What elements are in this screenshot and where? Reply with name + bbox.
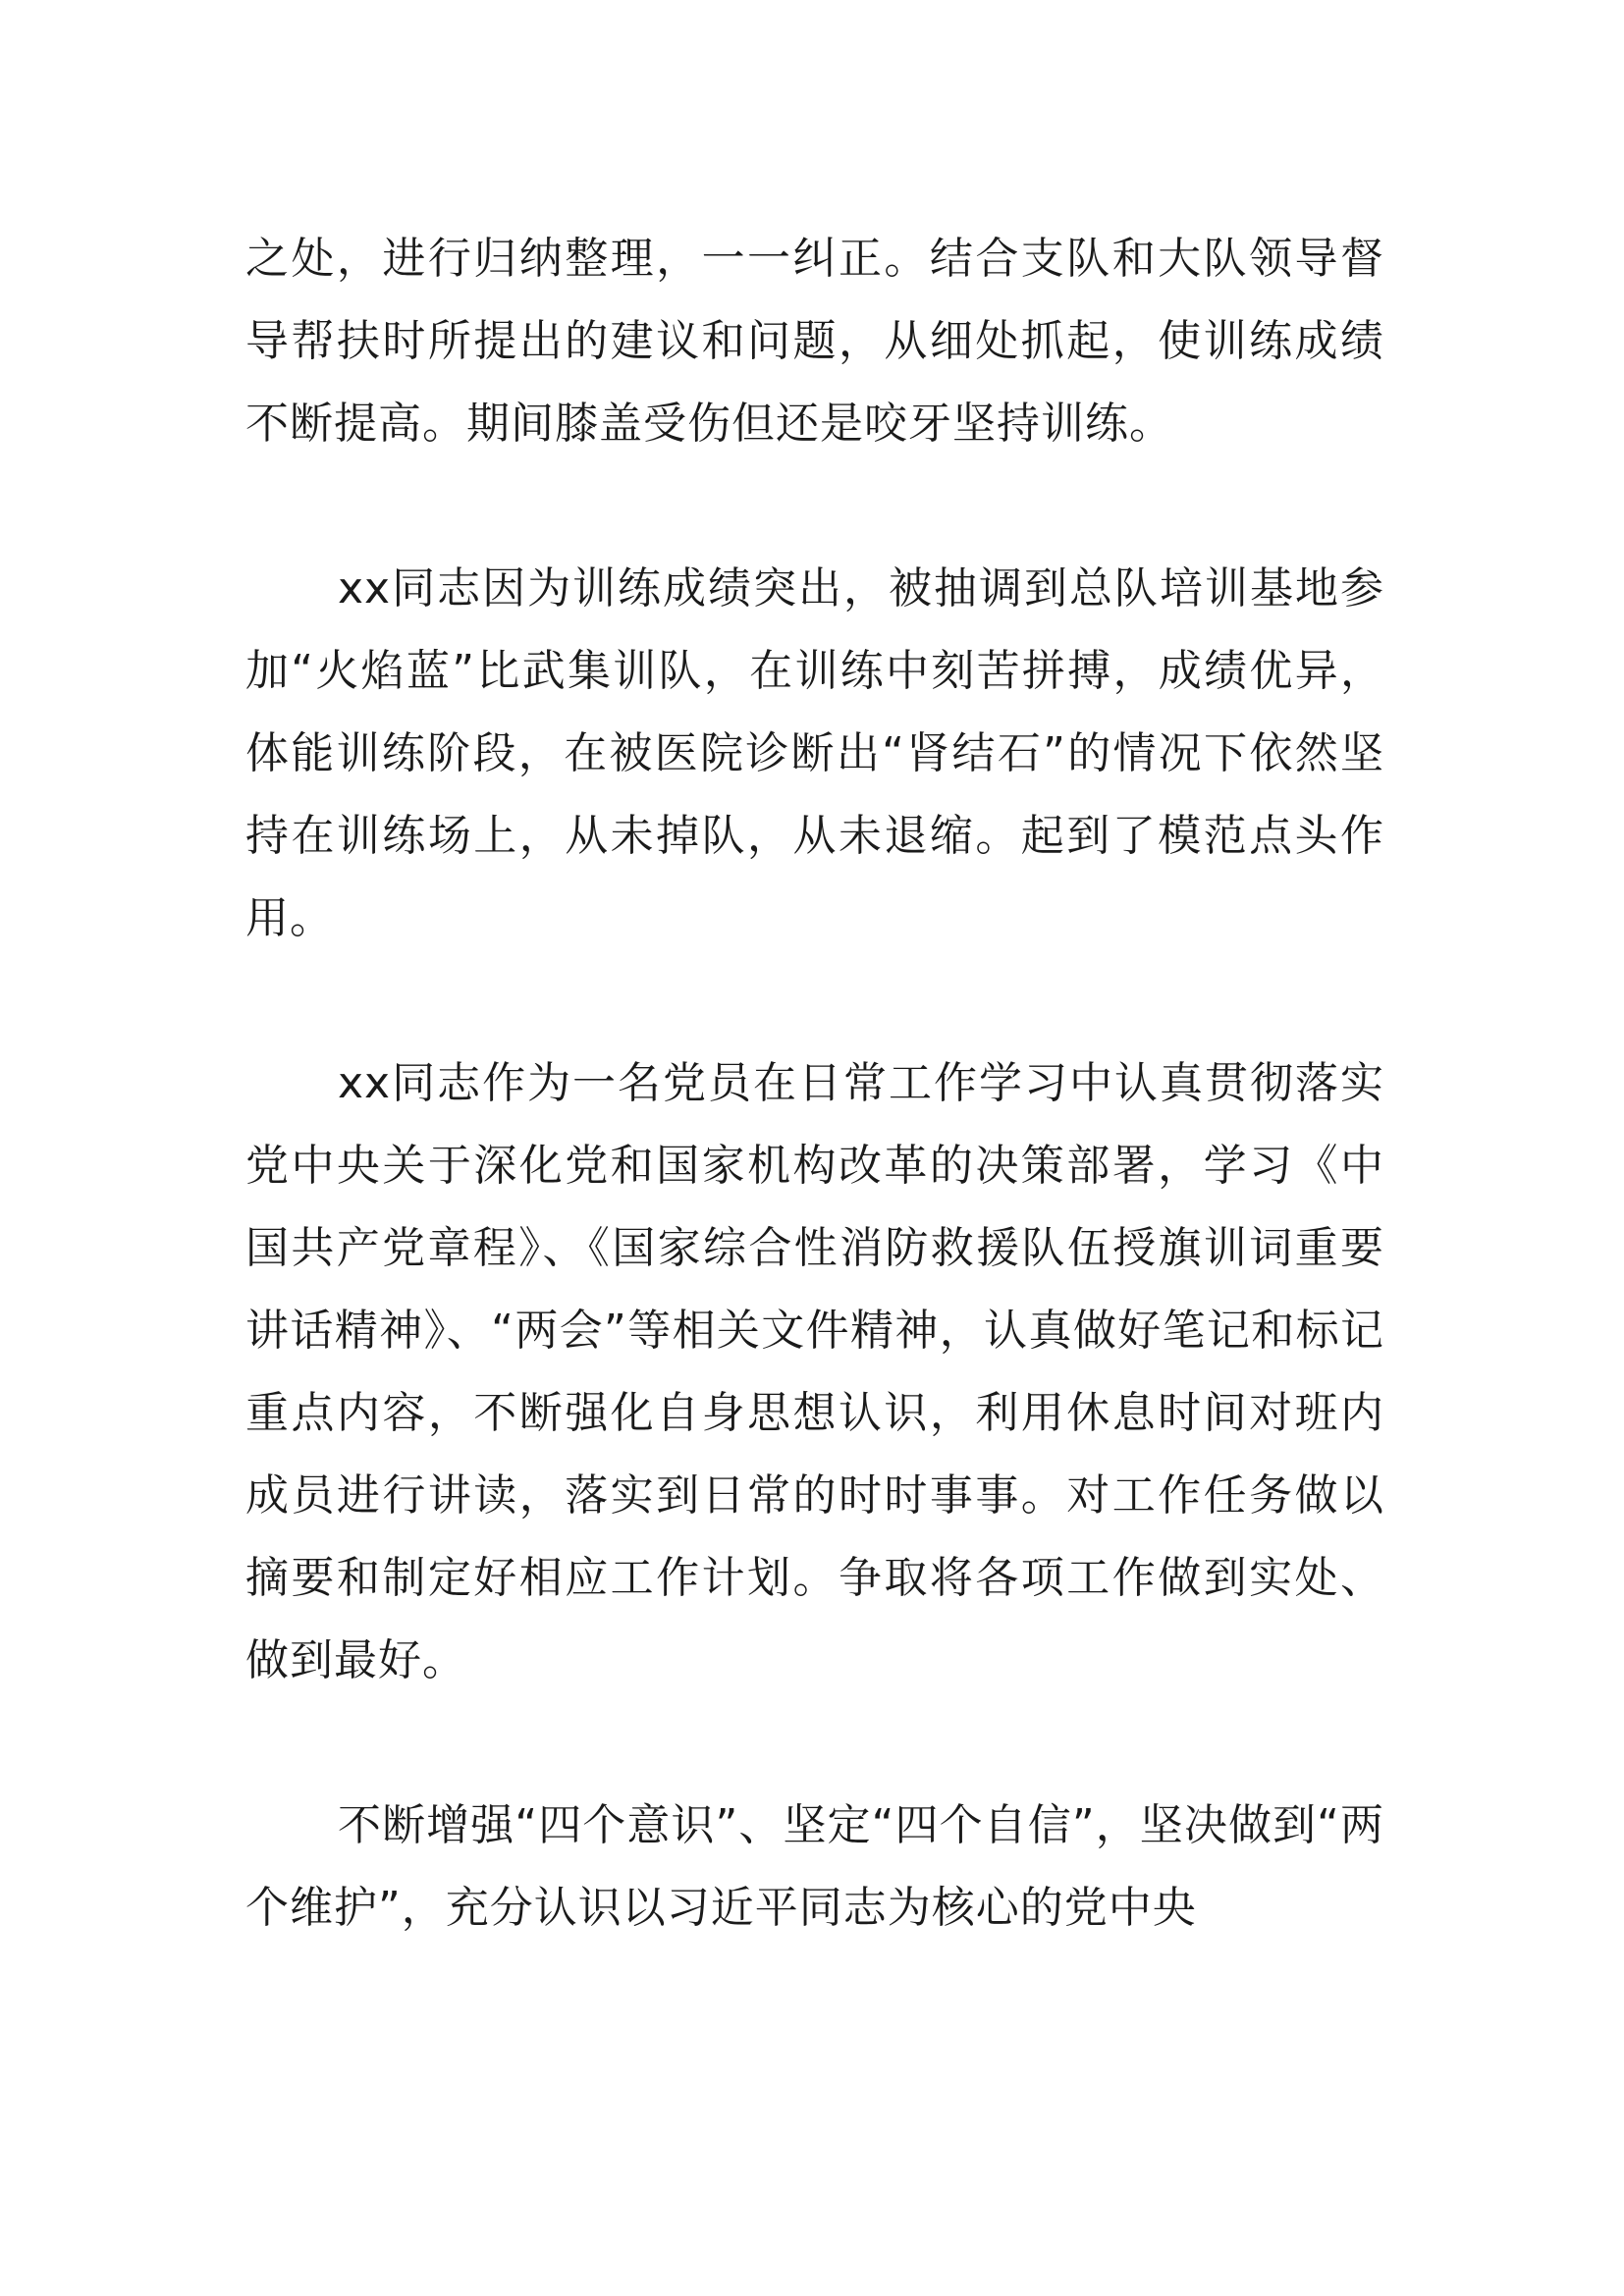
paragraph-3: xx同志作为一名党员在日常工作学习中认真贯彻落实党中央关于深化党和国家机构改革的决策部署，学习《中国共产党章程》、《国家综合性消防救援队伍授旗训词重要讲话精神》、“两会”等相关文件精神，认真做好笔记和标记重点内容，不断强化自身思想认识，利用休息时间对班内成员进行讲读，落实到日常的时时事事。对工作任务做以摘要和制定好相应工作计划。争取将各项工作做到实处、做到最好。: [245, 1058, 1384, 1685]
paragraph-2: xx同志因为训练成绩突出，被抽调到总队培训基地参加“火焰蓝”比武集训队，在训练中刻苦拼搏，成绩优异，体能训练阶段，在被医院诊断出“肾结石”的情况下依然坚持在训练场上，从未掉队，从未退缩。起到了模范点头作用。: [245, 563, 1384, 943]
paragraph-4: 不断增强“四个意识”、坚定“四个自信”，坚决做到“两个维护”，充分认识以习近平同志为核心的党中央: [245, 1800, 1384, 1933]
document-body: [245, 218, 1384, 2032]
paragraph-1: 之处，进行归纳整理，一一纠正。结合支队和大队领导督导帮扶时所提出的建议和问题，从细处抓起，使训练成绩不断提高。期间膝盖受伤但还是咬牙坚持训练。: [245, 234, 1384, 449]
